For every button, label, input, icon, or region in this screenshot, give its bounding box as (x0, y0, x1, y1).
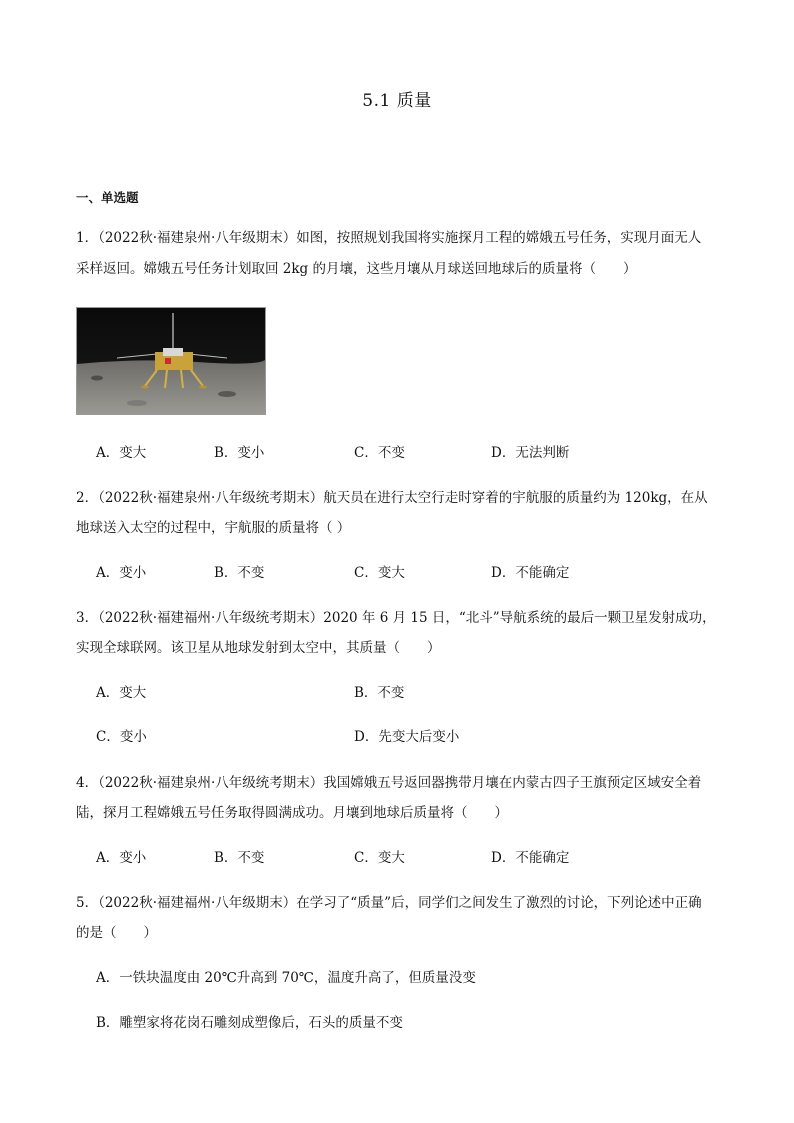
question-2-line-1: 2．（2022秋·福建泉州·八年级统考期末）航天员在进行太空行走时穿着的宇航服的质量约为 120kg，在从 (76, 490, 708, 506)
question-4-line-1: 4．（2022秋·福建泉州·八年级统考期末）我国嫦娥五号返回器携带月壤在内蒙古四子王旗预定区域安全着 (76, 775, 702, 791)
q1-option-d: D．无法判断 (491, 445, 570, 461)
question-3-line-2: 实现全球联网。该卫星从地球发射到太空中，其质量（ ） (76, 640, 441, 656)
q1-option-a: A．变大 (96, 445, 147, 461)
question-3-line-1: 3．（2022秋·福建福州·八年级统考期末）2020 年 6 月 15 日，“北斗”导航系统的最后一颗卫星发射成功， (76, 610, 716, 626)
question-4-line-2: 陆，探月工程嫦娥五号任务取得圆满成功。月壤到地球后质量将（ ） (76, 805, 508, 821)
q3-option-d: D．先变大后变小 (354, 729, 460, 745)
moon-lander-figure (76, 307, 266, 415)
page-title: 5.1 质量 (362, 91, 432, 111)
question-5-line-2: 的是（ ） (76, 925, 157, 941)
q2-option-c: C．变大 (354, 565, 405, 581)
q5-option-b: B．雕塑家将花岗石雕刻成塑像后，石头的质量不变 (96, 1015, 403, 1031)
q2-option-d: D．不能确定 (491, 565, 570, 581)
q2-option-b: B．不变 (214, 565, 265, 581)
q3-option-a: A．变大 (96, 685, 147, 701)
question-1-line-1: 1．（2022秋·福建泉州·八年级期末）如图，按照规划我国将实施探月工程的嫦娥五号任务，实现月面无人 (76, 230, 702, 246)
q5-option-a: A．一铁块温度由 20℃升高到 70℃，温度升高了，但质量没变 (96, 970, 476, 986)
q4-option-b: B．不变 (214, 850, 265, 866)
q3-option-b: B．不变 (354, 685, 405, 701)
q4-option-d: D．不能确定 (491, 850, 570, 866)
q4-option-c: C．变大 (354, 850, 405, 866)
question-5-line-1: 5．（2022秋·福建福州·八年级期末）在学习了“质量”后，同学们之间发生了激烈的讨论，下列论述中正确 (76, 895, 702, 911)
q4-option-a: A．变小 (96, 850, 147, 866)
question-1-line-2: 采样返回。嫦娥五号任务计划取回 2kg 的月壤，这些月壤从月球送回地球后的质量将（ ） (76, 261, 637, 277)
q1-option-b: B．变小 (214, 445, 265, 461)
q1-option-c: C．不变 (354, 445, 405, 461)
section-heading: 一、单选题 (76, 190, 139, 205)
q3-option-c: C．变小 (96, 729, 147, 745)
question-2-line-2: 地球送入太空的过程中，宇航服的质量将（ ） (76, 520, 351, 536)
q2-option-a: A．变小 (96, 565, 147, 581)
